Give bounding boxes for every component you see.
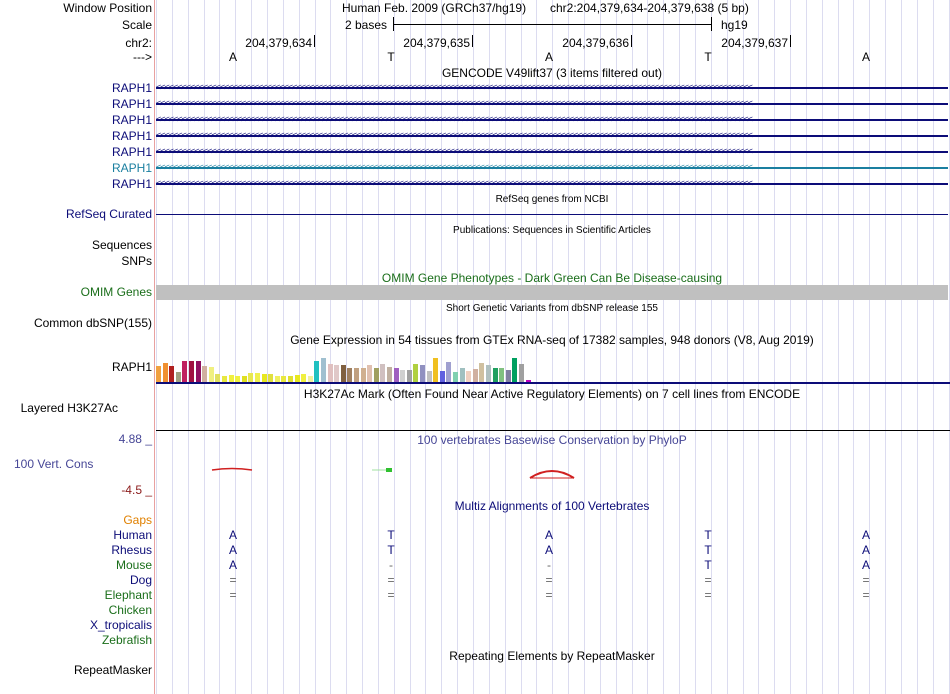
- gtex-tissue-bar[interactable]: [248, 373, 253, 383]
- multiz-base: =: [387, 573, 395, 587]
- reference-base: A: [544, 50, 554, 64]
- gtex-title[interactable]: Gene Expression in 54 tissues from GTEx RNA-seq of 17382 samples, 948 donors (V8, Aug 2019): [290, 333, 814, 347]
- multiz-base: =: [704, 588, 712, 602]
- gtex-tissue-bar[interactable]: [328, 364, 333, 382]
- gtex-tissue-bar[interactable]: [354, 368, 359, 382]
- gtex-tissue-bar[interactable]: [295, 375, 300, 382]
- gencode-gene-label[interactable]: RAPH1: [111, 113, 152, 127]
- gtex-tissue-bar[interactable]: [347, 368, 352, 382]
- cons-peak-1: [212, 469, 252, 471]
- refseq-title[interactable]: RefSeq genes from NCBI: [495, 194, 609, 205]
- h3k27ac-title[interactable]: H3K27Ac Mark (Often Found Near Active Regulatory Elements) on 7 cell lines from ENCODE: [303, 387, 801, 401]
- gencode-strand-arrows: <<<<<<<<<<<<<<<<<<<<<<<<<<<<<<<<<<<<<<<<<<<<<<<<<<<<<<<<<<<<<<<<<<<<<<<<<<<<<<<<<<<<<<<<<<<<<<<<<<<<<<<<<<<<<<<<<<<<<<<<<<<<<<<<<<<<<<<<<<<<: [156, 146, 752, 156]
- gencode-gene-label[interactable]: RAPH1: [111, 145, 152, 159]
- cons-max-label: 4.88 _: [118, 432, 152, 446]
- h3k27ac-baseline: [156, 430, 950, 431]
- gtex-tissue-bar[interactable]: [486, 365, 491, 382]
- multiz-base: A: [861, 558, 871, 572]
- gtex-tissue-bar[interactable]: [440, 371, 445, 382]
- gtex-tissue-bar[interactable]: [196, 361, 201, 382]
- cons-green-mark: [386, 468, 392, 472]
- multiz-base: =: [545, 588, 553, 602]
- multiz-base: A: [544, 528, 554, 542]
- publications-title[interactable]: Publications: Sequences in Scientific Articles: [453, 225, 651, 236]
- gtex-tissue-bar[interactable]: [262, 374, 267, 382]
- gtex-tissue-bar[interactable]: [506, 370, 511, 382]
- multiz-base: A: [544, 543, 554, 557]
- gtex-tissue-bar[interactable]: [479, 363, 484, 382]
- gtex-tissue-bar[interactable]: [493, 368, 498, 382]
- gtex-tissue-bar[interactable]: [466, 371, 471, 382]
- omim-title[interactable]: OMIM Gene Phenotypes - Dark Green Can Be Disease-causing: [381, 271, 723, 285]
- gtex-tissue-bar[interactable]: [341, 365, 346, 382]
- scale-label[interactable]: Scale: [121, 18, 152, 32]
- gtex-tissue-bar[interactable]: [453, 372, 458, 382]
- gtex-tissue-bar[interactable]: [334, 365, 339, 382]
- coordinate-tick: [790, 35, 791, 47]
- sequences-label[interactable]: Sequences: [91, 238, 152, 252]
- multiz-base: T: [387, 528, 395, 542]
- multiz-base: =: [545, 573, 553, 587]
- coordinate-tick: [631, 35, 632, 47]
- gtex-tissue-bar[interactable]: [182, 361, 187, 382]
- gtex-tissue-bar[interactable]: [301, 374, 306, 382]
- gtex-tissue-bar[interactable]: [400, 370, 405, 382]
- multiz-species-label[interactable]: Mouse: [115, 558, 152, 572]
- gencode-strand-arrows: <<<<<<<<<<<<<<<<<<<<<<<<<<<<<<<<<<<<<<<<<<<<<<<<<<<<<<<<<<<<<<<<<<<<<<<<<<<<<<<<<<<<<<<<<<<<<<<<<<<<<<<<<<<<<<<<<<<<<<<<<<<<<<<<<<<<<<<<<<<<: [156, 162, 752, 172]
- window-position-label: Window Position: [63, 1, 152, 15]
- gaps-label[interactable]: Gaps: [123, 513, 152, 527]
- reference-base: T: [387, 50, 395, 64]
- cons-min-label: -4.5 _: [121, 483, 152, 497]
- cons-peak-2: [530, 471, 574, 478]
- gtex-tissue-bar[interactable]: [156, 366, 161, 382]
- multiz-base: A: [228, 543, 238, 557]
- scale-bar-right-tick: [711, 17, 712, 31]
- gtex-tissue-bar[interactable]: [169, 366, 174, 382]
- gtex-tissue-bar[interactable]: [427, 371, 432, 382]
- multiz-species-label[interactable]: Chicken: [108, 603, 152, 617]
- multiz-base: A: [228, 528, 238, 542]
- gtex-tissue-bar[interactable]: [321, 358, 326, 383]
- dbsnp-label[interactable]: Common dbSNP(155): [33, 316, 152, 330]
- gtex-tissue-bar[interactable]: [215, 374, 220, 382]
- refseq-label[interactable]: RefSeq Curated: [65, 207, 152, 221]
- gtex-tissue-bar[interactable]: [202, 366, 207, 382]
- gencode-title[interactable]: GENCODE V49lift37 (3 items filtered out): [441, 66, 663, 80]
- multiz-base: =: [862, 573, 870, 587]
- gtex-tissue-bar[interactable]: [209, 367, 214, 382]
- gencode-gene-label[interactable]: RAPH1: [111, 177, 152, 191]
- reference-base: A: [861, 50, 871, 64]
- gtex-expression-bars[interactable]: [156, 340, 950, 382]
- multiz-species-label[interactable]: Dog: [129, 573, 152, 587]
- gtex-tissue-bar[interactable]: [512, 358, 517, 383]
- coordinate-label: 204,379,634: [245, 36, 312, 50]
- multiz-base: =: [387, 588, 395, 602]
- multiz-species-label[interactable]: Elephant: [104, 588, 152, 602]
- refseq-gene-line[interactable]: [156, 214, 948, 215]
- multiz-base: T: [704, 558, 712, 572]
- multiz-species-label[interactable]: Rhesus: [111, 543, 152, 557]
- gtex-gene-label[interactable]: RAPH1: [111, 360, 152, 374]
- assembly-title: Human Feb. 2009 (GRCh37/hg19): [342, 1, 527, 15]
- gtex-tissue-bar[interactable]: [374, 368, 379, 382]
- multiz-base: -: [547, 558, 551, 572]
- snps-label[interactable]: SNPs: [121, 254, 152, 268]
- gtex-tissue-bar[interactable]: [380, 364, 385, 382]
- scale-bar-line: [393, 24, 711, 25]
- multiz-base: T: [704, 528, 712, 542]
- cons-label[interactable]: 100 Vert. Cons: [14, 457, 94, 471]
- multiz-base: A: [861, 543, 871, 557]
- gtex-tissue-bar[interactable]: [255, 373, 260, 383]
- gencode-strand-arrows: <<<<<<<<<<<<<<<<<<<<<<<<<<<<<<<<<<<<<<<<<<<<<<<<<<<<<<<<<<<<<<<<<<<<<<<<<<<<<<<<<<<<<<<<<<<<<<<<<<<<<<<<<<<<<<<<<<<<<<<<<<<<<<<<<<<<<<<<<<<<: [156, 82, 752, 92]
- scale-assembly: hg19: [721, 18, 748, 32]
- multiz-base: A: [861, 528, 871, 542]
- label-separator: [154, 0, 155, 694]
- gtex-tissue-bar[interactable]: [473, 369, 478, 382]
- gencode-gene-label[interactable]: RAPH1: [111, 161, 152, 175]
- multiz-base: T: [704, 543, 712, 557]
- scale-bar-left-tick: [393, 17, 394, 31]
- cons-graph[interactable]: [156, 462, 950, 482]
- h3k27ac-label[interactable]: Layered H3K27Ac: [20, 401, 118, 415]
- multiz-base: =: [229, 573, 237, 587]
- gtex-tissue-bar[interactable]: [189, 361, 194, 382]
- gencode-gene-label[interactable]: RAPH1: [111, 81, 152, 95]
- gtex-tissue-bar[interactable]: [268, 374, 273, 382]
- gtex-tissue-bar[interactable]: [394, 368, 399, 382]
- gtex-tissue-bar[interactable]: [446, 362, 451, 382]
- gtex-tissue-bar[interactable]: [387, 367, 392, 382]
- gtex-tissue-bar[interactable]: [433, 358, 438, 383]
- gtex-tissue-bar[interactable]: [413, 364, 418, 382]
- gencode-strand-arrows: <<<<<<<<<<<<<<<<<<<<<<<<<<<<<<<<<<<<<<<<<<<<<<<<<<<<<<<<<<<<<<<<<<<<<<<<<<<<<<<<<<<<<<<<<<<<<<<<<<<<<<<<<<<<<<<<<<<<<<<<<<<<<<<<<<<<<<<<<<<<: [156, 114, 752, 124]
- multiz-base: =: [862, 588, 870, 602]
- cons-title[interactable]: 100 vertebrates Basewise Conservation by PhyloP: [417, 433, 687, 447]
- multiz-base: -: [389, 558, 393, 572]
- coordinate-tick: [314, 35, 315, 47]
- multiz-species-label[interactable]: Human: [113, 528, 152, 542]
- repeatmasker-title[interactable]: Repeating Elements by RepeatMasker: [449, 649, 655, 663]
- gtex-tissue-bar[interactable]: [367, 365, 372, 382]
- coordinate-tick: [472, 35, 473, 47]
- reference-base: A: [228, 50, 238, 64]
- gtex-tissue-bar[interactable]: [519, 364, 524, 382]
- gtex-gene-line: [156, 382, 950, 384]
- coordinate-label: 204,379,637: [721, 36, 788, 50]
- reference-base: T: [704, 50, 712, 64]
- multiz-species-label[interactable]: Zebrafish: [101, 633, 152, 647]
- gencode-strand-arrows: <<<<<<<<<<<<<<<<<<<<<<<<<<<<<<<<<<<<<<<<<<<<<<<<<<<<<<<<<<<<<<<<<<<<<<<<<<<<<<<<<<<<<<<<<<<<<<<<<<<<<<<<<<<<<<<<<<<<<<<<<<<<<<<<<<<<<<<<<<<<: [156, 130, 752, 140]
- gencode-strand-arrows: <<<<<<<<<<<<<<<<<<<<<<<<<<<<<<<<<<<<<<<<<<<<<<<<<<<<<<<<<<<<<<<<<<<<<<<<<<<<<<<<<<<<<<<<<<<<<<<<<<<<<<<<<<<<<<<<<<<<<<<<<<<<<<<<<<<<<<<<<<<<: [156, 98, 752, 108]
- gtex-tissue-bar[interactable]: [163, 363, 168, 382]
- repeatmasker-label[interactable]: RepeatMasker: [73, 663, 152, 677]
- multiz-title[interactable]: Multiz Alignments of 100 Vertebrates: [454, 499, 650, 513]
- gencode-gene-label[interactable]: RAPH1: [111, 97, 152, 111]
- gtex-tissue-bar[interactable]: [361, 368, 366, 382]
- multiz-base: A: [228, 558, 238, 572]
- position-readout: chr2:204,379,634-204,379,638 (5 bp): [550, 1, 749, 15]
- gtex-tissue-bar[interactable]: [407, 370, 412, 382]
- omim-label[interactable]: OMIM Genes: [80, 285, 152, 299]
- gencode-strand-arrows: <<<<<<<<<<<<<<<<<<<<<<<<<<<<<<<<<<<<<<<<<<<<<<<<<<<<<<<<<<<<<<<<<<<<<<<<<<<<<<<<<<<<<<<<<<<<<<<<<<<<<<<<<<<<<<<<<<<<<<<<<<<<<<<<<<<<<<<<<<<<: [156, 178, 752, 188]
- multiz-base: =: [229, 588, 237, 602]
- gtex-tissue-bar[interactable]: [229, 375, 234, 382]
- chrom-label[interactable]: chr2:: [125, 36, 152, 50]
- multiz-base: =: [704, 573, 712, 587]
- gtex-tissue-bar[interactable]: [314, 361, 319, 382]
- gtex-tissue-bar[interactable]: [460, 368, 465, 382]
- omim-feature-bar[interactable]: [156, 285, 948, 300]
- coordinate-label: 204,379,635: [403, 36, 470, 50]
- gtex-tissue-bar[interactable]: [176, 372, 181, 383]
- strand-label: --->: [133, 50, 152, 64]
- gtex-tissue-bar[interactable]: [499, 368, 504, 382]
- gencode-gene-label[interactable]: RAPH1: [111, 129, 152, 143]
- dbsnp-title[interactable]: Short Genetic Variants from dbSNP release 155: [446, 303, 658, 314]
- multiz-species-label[interactable]: X_tropicalis: [89, 618, 152, 632]
- multiz-base: T: [387, 543, 395, 557]
- gtex-tissue-bar[interactable]: [420, 365, 425, 382]
- coordinate-label: 204,379,636: [562, 36, 629, 50]
- scale-bar-text: 2 bases: [345, 18, 388, 32]
